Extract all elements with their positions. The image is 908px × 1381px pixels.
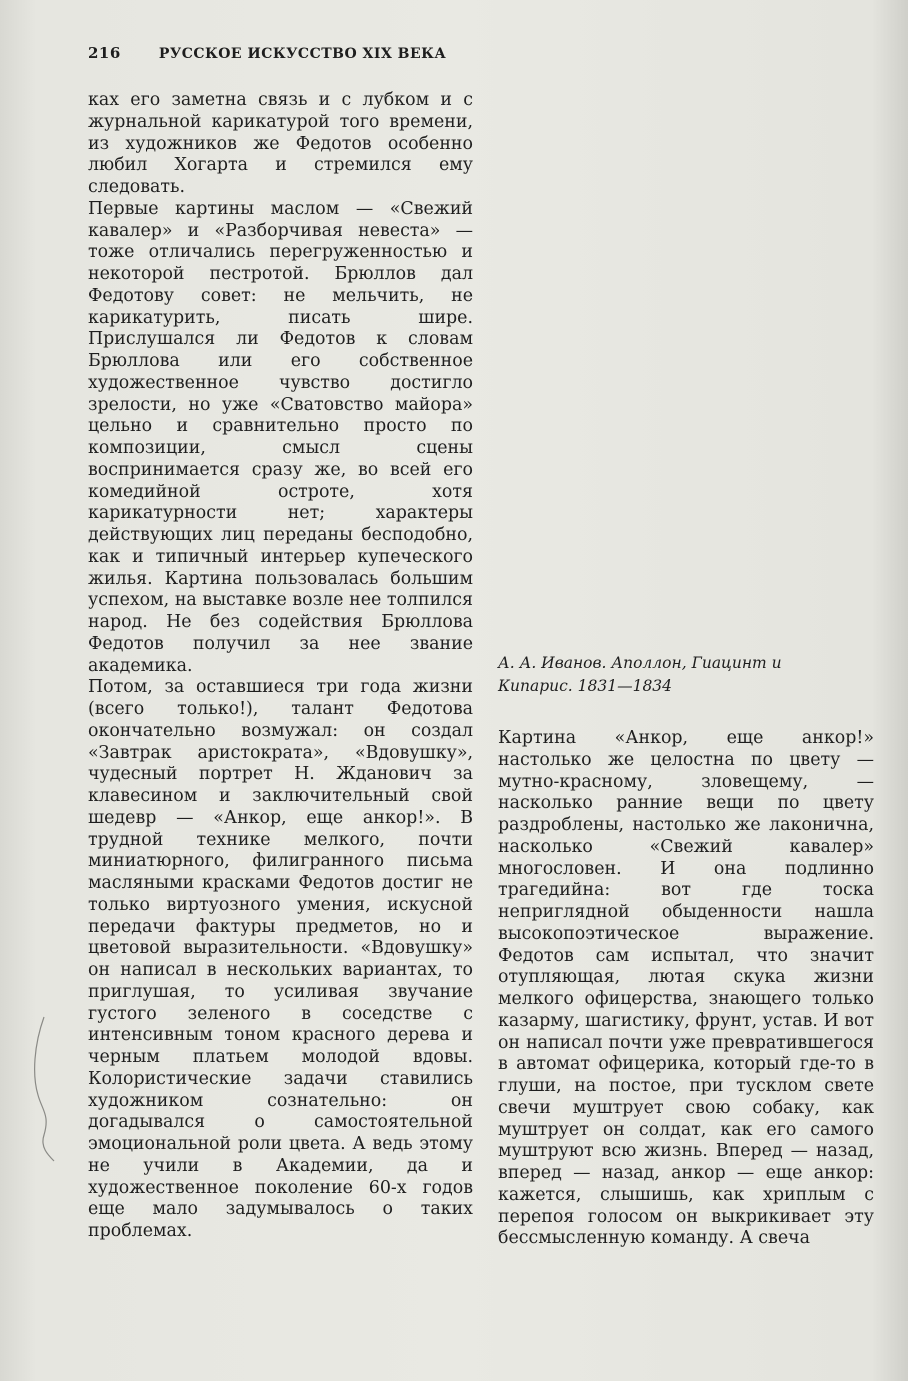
paragraph: ках его заметна связь и с лубком и с журнальной карикатурой того времени, из художников же Федотов особенно любил Хогарта и стремился ему следовать. <box>88 90 473 197</box>
right-text-column <box>498 728 874 1250</box>
paragraph: Первые картины маслом — «Свежий кавалер» и «Разборчивая невеста» — тоже отличались перегруженностью и некоторой пестротой. Брюллов дал Федотову совет: не мельчить, не карикатурить, писать шире. Прислушался ли Федотов к словам Брюллова или его собственное художественное чувство достигло зрелости, но уже «Сватовство майора» цельно и сравнительно просто по композиции, смысл сцены воспринимается сразу же, во всей его комедийной остроте, хотя карикатурности нет; характеры действующих лиц переданы бесподобно, как и типичный интерьер купеческого жилья. Картина пользовалась большим успехом, на выставке возле нее толпился народ. Не без содействия Брюллова Федотов получил за нее звание академика. <box>88 198 473 676</box>
pencil-mark <box>30 1015 70 1165</box>
running-header <box>88 44 446 68</box>
left-text-column <box>88 90 473 1243</box>
paragraph: Картина «Анкор, еще анкор!» настолько же целостна по цвету — мутно-красному, зловещему, — насколько ранние вещи по цвету раздроблены, настолько же лаконична, насколько «Свежий кавалер» многословен. И она подлинно трагедийна: вот где тоска неприглядной обыденности нашла высокопоэтическое выражение. Федотов сам испытал, что значит отупляющая, лютая скука жизни мелкого офицерства, знающего только казарму, шагистику, фрунт, устав. И вот он написал почти уже превратившегося в автомат офицерика, который где-то в глуши, на постое, при тусклом свете свечи муштрует свою собаку, как муштрует он солдат, как его самого муштруют всю жизнь. Вперед — назад, вперед — назад, анкор — еще анкор: кажется, слышишь, как хриплым с перепоя голосом он выкрикивает эту бессмысленную команду. А свеча <box>498 728 875 1249</box>
running-title: РУССКОЕ ИСКУССТВО XIX ВЕКА <box>158 46 447 62</box>
page-number: 216 <box>88 44 121 62</box>
figure-caption: А. А. Иванов. Аполлон, Гиацинт и Кипарис. 1831—1834 <box>498 654 782 695</box>
paragraph: Потом, за оставшиеся три года жизни (всего только!), талант Федотова окончательно возмужал: он создал «Завтрак аристократа», «Вдовушку», чудесный портрет Н. Жданович за клавесином и заключительный свой шедевр — «Анкор, еще анкор!». В трудной технике мелкого, почти миниатюрного, филигранного письма масляными красками Федотов достиг не только виртуозного умения, искусной передачи фактуры предметов, но и цветовой выразительности. «Вдовушку» он написал в нескольких вариантах, то приглушая, то усиливая звучание густого зеленого в соседстве с интенсивным тоном красного дерева и черным платьем молодой вдовы. Колористические задачи ставились художником сознательно: он догадывался о самостоятельной эмоциональной роли цвета. А ведь этому не учили в Академии, да и художественное поколение 60-х годов еще мало задумывалось о таких проблемах. <box>88 677 473 1241</box>
figure-blank-area <box>498 88 874 638</box>
